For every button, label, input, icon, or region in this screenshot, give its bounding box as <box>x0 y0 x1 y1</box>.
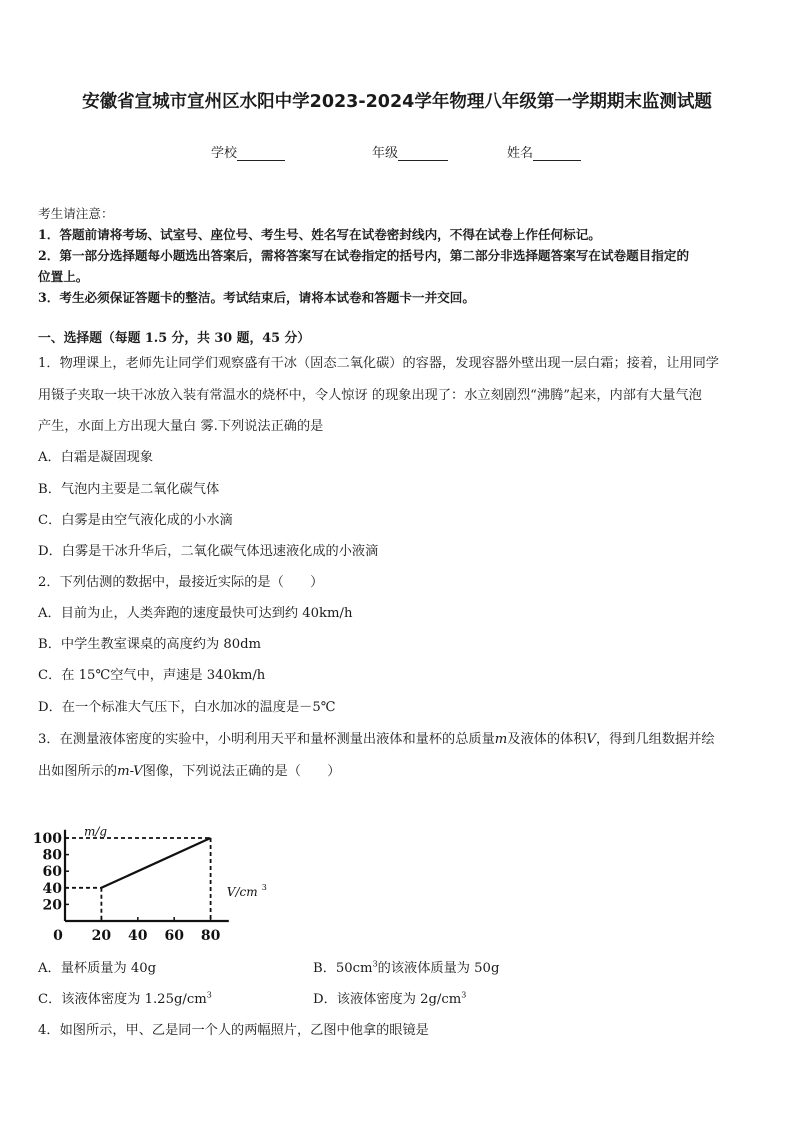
grade-field <box>372 142 448 161</box>
q1-stem-line: 1．物理课上，老师先让同学们观察盛有干冰（固态二氧化碳）的容器，发现容器外壁出现一层白霜；接着，让用同学 <box>38 356 719 371</box>
q3-stem-text: 3．在测量液体密度的实验中，小明利用天平和量杯测量出液体和量杯的总质量 <box>38 732 495 747</box>
grade-blank <box>398 146 448 161</box>
q3-option-c <box>38 988 212 1007</box>
q3-option-b-sup: 3 <box>372 959 378 969</box>
q2-option-b: B．中学生教室课桌的高度约为 80dm <box>38 637 262 652</box>
school-label: 学校 <box>211 146 238 161</box>
q1-stem-line: 用镊子夹取一块干冰放入装有常温水的烧杯中，令人惊讶 的现象出现了：水立刻剧烈“沸腾”起来，内部有大量气泡 <box>38 388 702 403</box>
x-tick-label: 60 <box>164 928 184 944</box>
origin-label: 0 <box>53 928 63 944</box>
q1-option-b: B．气泡内主要是二氧化碳气体 <box>38 482 220 497</box>
q3-option-c-text: C．该液体密度为 1.25g/cm <box>38 992 207 1007</box>
notice-item: 3．考生必须保证答题卡的整洁。考试结束后，请将本试卷和答题卡一并交回。 <box>38 290 475 305</box>
name-blank <box>533 146 581 161</box>
q1-stem-line: 产生，水面上方出现大量白 雾.下列说法正确的是 <box>38 419 324 434</box>
notice-item: 2．第一部分选择题每小题选出答案后，需将答案写在试卷指定的括号内，第二部分非选择题答案写在试卷题目指定的 <box>38 248 690 263</box>
q2-option-c: C．在 15℃空气中，声速是 340km/h <box>38 668 266 683</box>
q3-stem-text: 及液体的体积 <box>507 732 587 747</box>
q3-var-mv: m-V <box>117 764 143 779</box>
y-tick-label: 80 <box>42 847 62 864</box>
mv-chart <box>32 788 276 948</box>
name-label: 姓名 <box>507 146 534 161</box>
q2-option-a: A．目前为止，人类奔跑的速度最快可达到约 40km/h <box>38 606 353 621</box>
q1-option-c: C．白雾是由空气液化成的小水滴 <box>38 513 233 528</box>
q3-var-m: m <box>494 732 508 747</box>
q3-stem-text: 出如图所示的 <box>38 764 118 779</box>
q3-option-d-sup: 3 <box>461 990 467 1000</box>
q2-stem: 2．下列估测的数据中，最接近实际的是（ ） <box>38 575 324 590</box>
q3-option-b <box>313 957 499 976</box>
q3-option-d-text: D．该液体密度为 2g/cm <box>313 992 462 1007</box>
grade-label: 年级 <box>372 146 399 161</box>
x-tick-label: 80 <box>200 928 221 944</box>
page-title: 安徽省宣城市宣州区水阳中学2023-2024学年物理八年级第一学期期末监测试题 <box>82 92 712 112</box>
y-axis-label: m/g <box>84 824 108 839</box>
q3-option-d <box>313 988 466 1007</box>
x-tick-label: 20 <box>91 928 112 944</box>
q3-option-c-sup: 3 <box>206 990 212 1000</box>
school-field <box>211 142 285 161</box>
y-tick-label: 20 <box>42 897 62 914</box>
q2-option-d: D．在一个标准大气压下，白水加冰的温度是－5℃ <box>38 700 336 715</box>
q4-stem: 4．如图所示，甲、乙是同一个人的两幅照片，乙图中他拿的眼镜是 <box>38 1023 429 1038</box>
data-line-m-v <box>101 838 210 888</box>
q3-stem-text: ，得到几组数据并绘 <box>595 732 715 747</box>
q3-stem-line-2 <box>38 760 340 779</box>
school-blank <box>237 146 285 161</box>
x-axis-label: V/cm <box>226 885 258 899</box>
q3-var-v: V <box>586 732 596 747</box>
q1-option-a: A．白霜是凝固现象 <box>38 450 154 465</box>
x-tick-label: 40 <box>128 928 148 944</box>
candidate-notice <box>38 203 760 308</box>
q3-option-a: A．量杯质量为 40g <box>38 961 157 976</box>
notice-item: 1．答题前请将考场、试室号、座位号、考生号、姓名写在试卷密封线内，不得在试卷上作任何标记。 <box>38 227 601 242</box>
notice-heading: 考生请注意： <box>38 206 114 221</box>
q3-option-b-text: 的该液体质量为 50g <box>377 961 500 976</box>
q1-option-d: D．白雾是干冰升华后，二氧化碳气体迅速液化成的小液滴 <box>38 544 379 559</box>
section-heading: 一、选择题（每题 1.5 分，共 30 题，45 分） <box>38 331 311 346</box>
notice-item: 位置上。 <box>38 269 89 284</box>
y-tick-label: 100 <box>32 831 62 847</box>
q3-option-b-text: B．50cm <box>313 961 373 976</box>
name-field <box>507 142 581 161</box>
q3-stem-line-1 <box>38 728 715 747</box>
q3-stem-text: 图像，下列说法正确的是（ ） <box>142 764 341 779</box>
x-axis-label-sup: 3 <box>261 883 267 892</box>
y-tick-label: 60 <box>42 864 62 881</box>
y-tick-label: 40 <box>42 880 62 897</box>
